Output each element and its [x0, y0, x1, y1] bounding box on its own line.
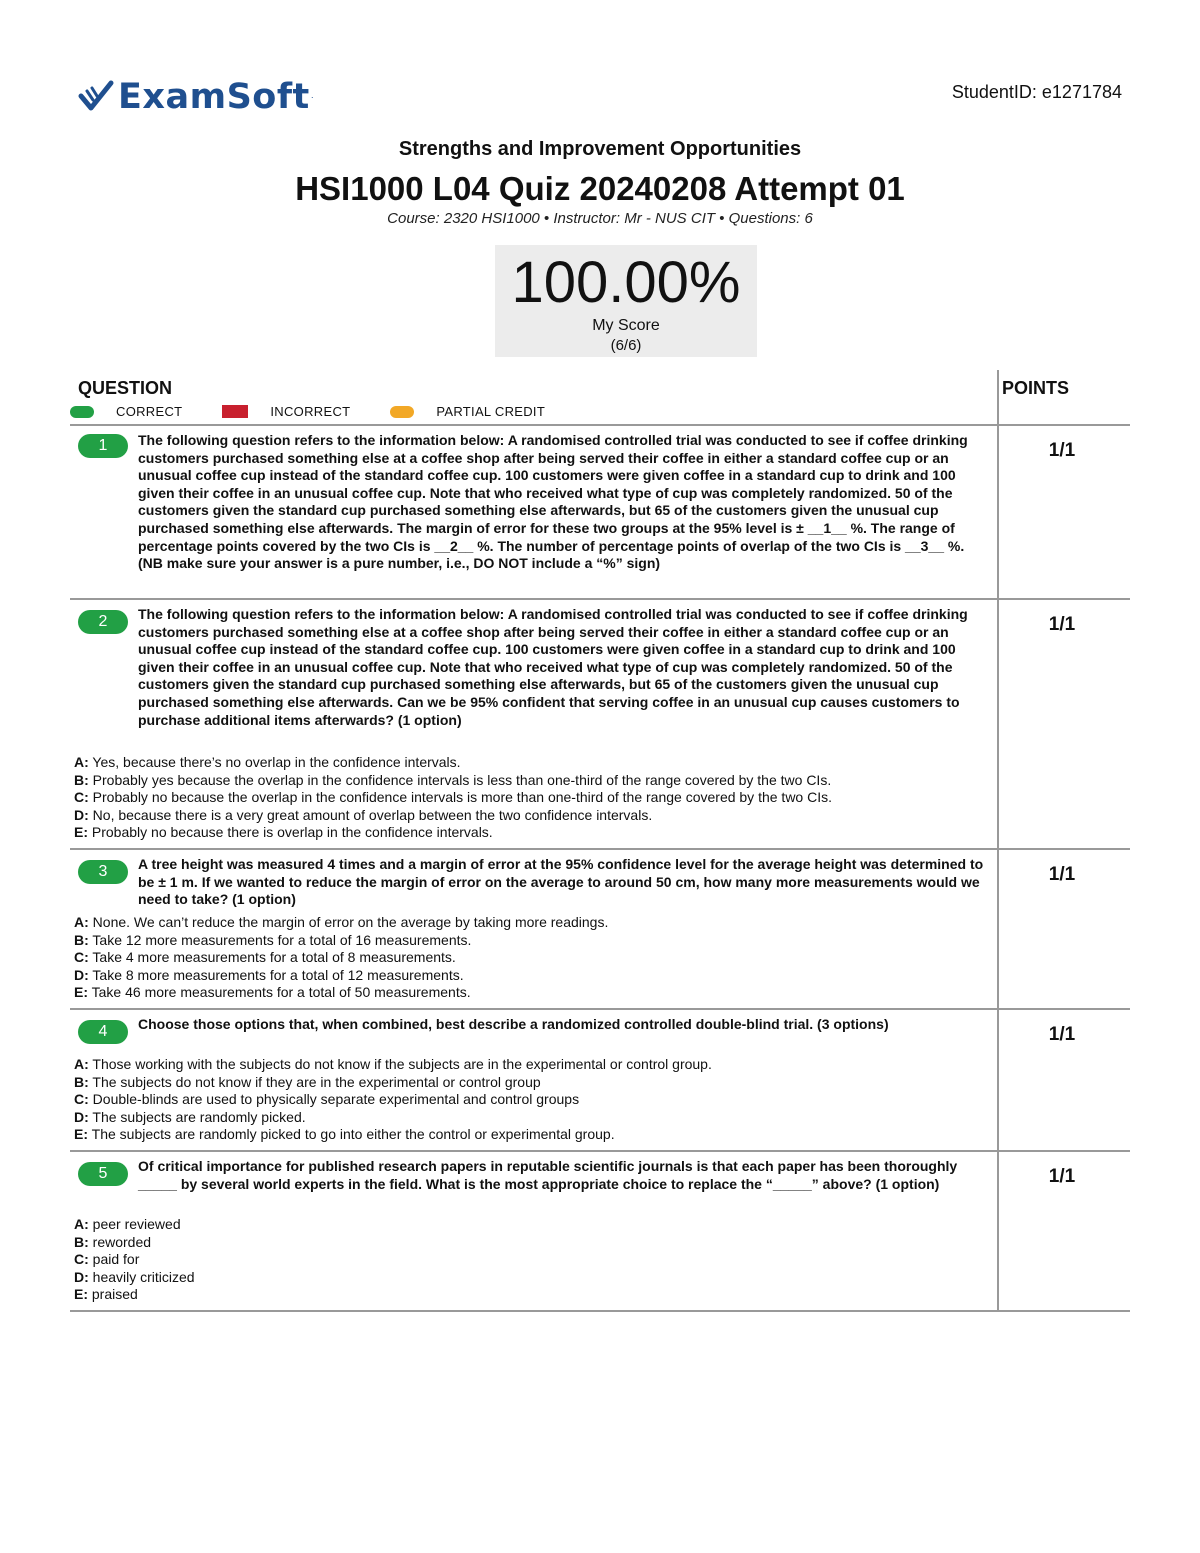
- answer-option: D: The subjects are randomly picked.: [74, 1108, 306, 1125]
- question-number-badge: 2: [78, 610, 128, 634]
- question-row: [70, 1152, 1130, 1312]
- results-table: [70, 370, 1130, 1312]
- report-subtitle: Strengths and Improvement Opportunities: [398, 138, 802, 160]
- answer-option: A: peer reviewed: [74, 1216, 181, 1232]
- correct-swatch-icon: [70, 406, 94, 418]
- question-row: [70, 600, 1130, 850]
- answer-options: [74, 914, 974, 1002]
- answer-options: [74, 1056, 974, 1144]
- answer-option: E: Take 46 more measurements for a total of 50 measurements.: [74, 984, 471, 1001]
- question-row: [70, 850, 1130, 1010]
- student-id: StudentID: e1271784: [951, 82, 1122, 102]
- legend-incorrect: INCORRECT: [270, 404, 351, 419]
- legend-partial: PARTIAL CREDIT: [436, 404, 546, 419]
- score-value: 100.00%: [511, 250, 741, 315]
- answer-option: C: paid for: [74, 1251, 140, 1268]
- answer-option: B: Take 12 more measurements for a total of 16 measurements.: [74, 931, 472, 948]
- table-header: [70, 370, 1130, 426]
- answer-option: D: No, because there is a very great amount of overlap between the two confidence intervals.: [74, 806, 653, 823]
- question-text: The following question refers to the information below: A randomised controlled trial was conducted to see if coffee drinking customers purchased something else at a coffee shop after being served their coffee in either a standard coffee cup or an unusual coffee cup instead of the standard coffee cup. 100 customers were given coffee in a standard cup to drink and 100 given their coffee in an unusual coffee cup. Note that who received what type of cup was completely randomized. 50 of the customers given the standard cup purchased something else afterwards, but 65 of the customers given the unusual cup purchased something else afterwards. Can we be 95% confident that serving coffee in an unusual cup causes customers to purchase additional items afterwards? (1 option): [138, 606, 968, 728]
- checkmark-logo-icon: [78, 79, 114, 115]
- question-number-badge: 1: [78, 434, 128, 458]
- logo-wordmark: ExamSoft: [118, 77, 310, 117]
- question-text: Choose those options that, when combined, best describe a randomized controlled double-blind trial. (3 options): [138, 1016, 889, 1032]
- answer-option: C: Probably no because the overlap in the confidence intervals is more than one-third of the range covered by the two CIs.: [74, 789, 832, 806]
- answer-option: D: heavily criticized: [74, 1268, 195, 1285]
- question-text: A tree height was measured 4 times and a margin of error at the 95% confidence level for the average height was determined to be ± 1 m. If we wanted to reduce the margin of error on the average to around 50 cm, how many more measurements would we need to take? (1 option): [138, 856, 984, 908]
- answer-options: [74, 754, 974, 842]
- answer-option: E: The subjects are randomly picked to go into either the control or experimental group.: [74, 1126, 615, 1143]
- answer-option: E: praised: [74, 1286, 138, 1303]
- answer-option: B: reworded: [74, 1233, 152, 1250]
- legend-correct: CORRECT: [116, 404, 183, 419]
- course-meta: Course: 2320 HSI1000 • Instructor: Mr - NUS CIT • Questions: 6: [387, 210, 813, 227]
- answer-options: [74, 1216, 974, 1304]
- score-label: My Score: [592, 317, 660, 334]
- examsoft-logo: [78, 76, 314, 118]
- answer-option: A: Yes, because there’s no overlap in the confidence intervals.: [74, 754, 461, 770]
- points-column-header: POINTS: [1002, 378, 1070, 398]
- answer-option: C: Take 4 more measurements for a total of 8 measurements.: [74, 949, 456, 966]
- question-points: 1/1: [1048, 440, 1076, 461]
- answer-option: B: Probably yes because the overlap in the confidence intervals is less than one-third of the range covered by the two CIs.: [74, 771, 832, 788]
- report-title: HSI1000 L04 Quiz 20240208 Attempt 01: [295, 170, 905, 207]
- answer-option: B: The subjects do not know if they are in the experimental or control group: [74, 1073, 541, 1090]
- question-text: The following question refers to the information below: A randomised controlled trial was conducted to see if coffee drinking customers purchased something else at a coffee shop after being served their coffee in either a standard coffee cup or an unusual coffee cup instead of the standard coffee cup. 100 customers were given coffee in a standard cup to drink and 100 given their coffee in an unusual coffee cup. Note that who received what type of cup was completely randomized. 50 of the customers given the standard cup purchased something else afterwards, but 65 of the customers given the unusual cup purchased something else afterwards. The margin of error for these two groups at the 95% level is ± __1__ %. The range of percentage points covered by the two CIs is __2__ %. The number of percentage points of overlap of the two CIs is __3__ %. (NB make sure your answer is a pure number, i.e., DO NOT include a “%” sign): [138, 432, 968, 572]
- question-points: 1/1: [1048, 614, 1076, 635]
- question-row: [70, 426, 1130, 600]
- question-number-badge: 4: [78, 1020, 128, 1044]
- answer-option: D: Take 8 more measurements for a total of 12 measurements.: [74, 966, 464, 983]
- answer-option: C: Double-blinds are used to physically separate experimental and control groups: [74, 1091, 580, 1108]
- answer-option: A: Those working with the subjects do not know if the subjects are in the experimental or control group.: [74, 1056, 712, 1072]
- partial-credit-swatch-icon: [390, 406, 414, 418]
- question-points: 1/1: [1048, 1024, 1076, 1045]
- question-number-badge: 3: [78, 860, 128, 884]
- answer-option: A: None. We can’t reduce the margin of error on the average by taking more readings.: [74, 914, 609, 930]
- question-points: 1/1: [1048, 864, 1076, 885]
- question-row: [70, 1010, 1130, 1152]
- score-fraction: (6/6): [610, 337, 642, 354]
- legend: [70, 404, 585, 419]
- question-text: Of critical importance for published research papers in reputable scientific journals is that each paper has been thoroughly _____ by several world experts in the field. What is the most appropriate choice to replace the “_____” above? (1 option): [138, 1158, 958, 1192]
- answer-option: E: Probably no because there is overlap in the confidence intervals.: [74, 824, 493, 841]
- incorrect-swatch-icon: [222, 405, 248, 418]
- question-column-header: QUESTION: [78, 378, 173, 398]
- score-box: [495, 245, 757, 357]
- logo-trademark: ·: [310, 92, 314, 102]
- question-number-badge: 5: [78, 1162, 128, 1186]
- question-points: 1/1: [1048, 1166, 1076, 1187]
